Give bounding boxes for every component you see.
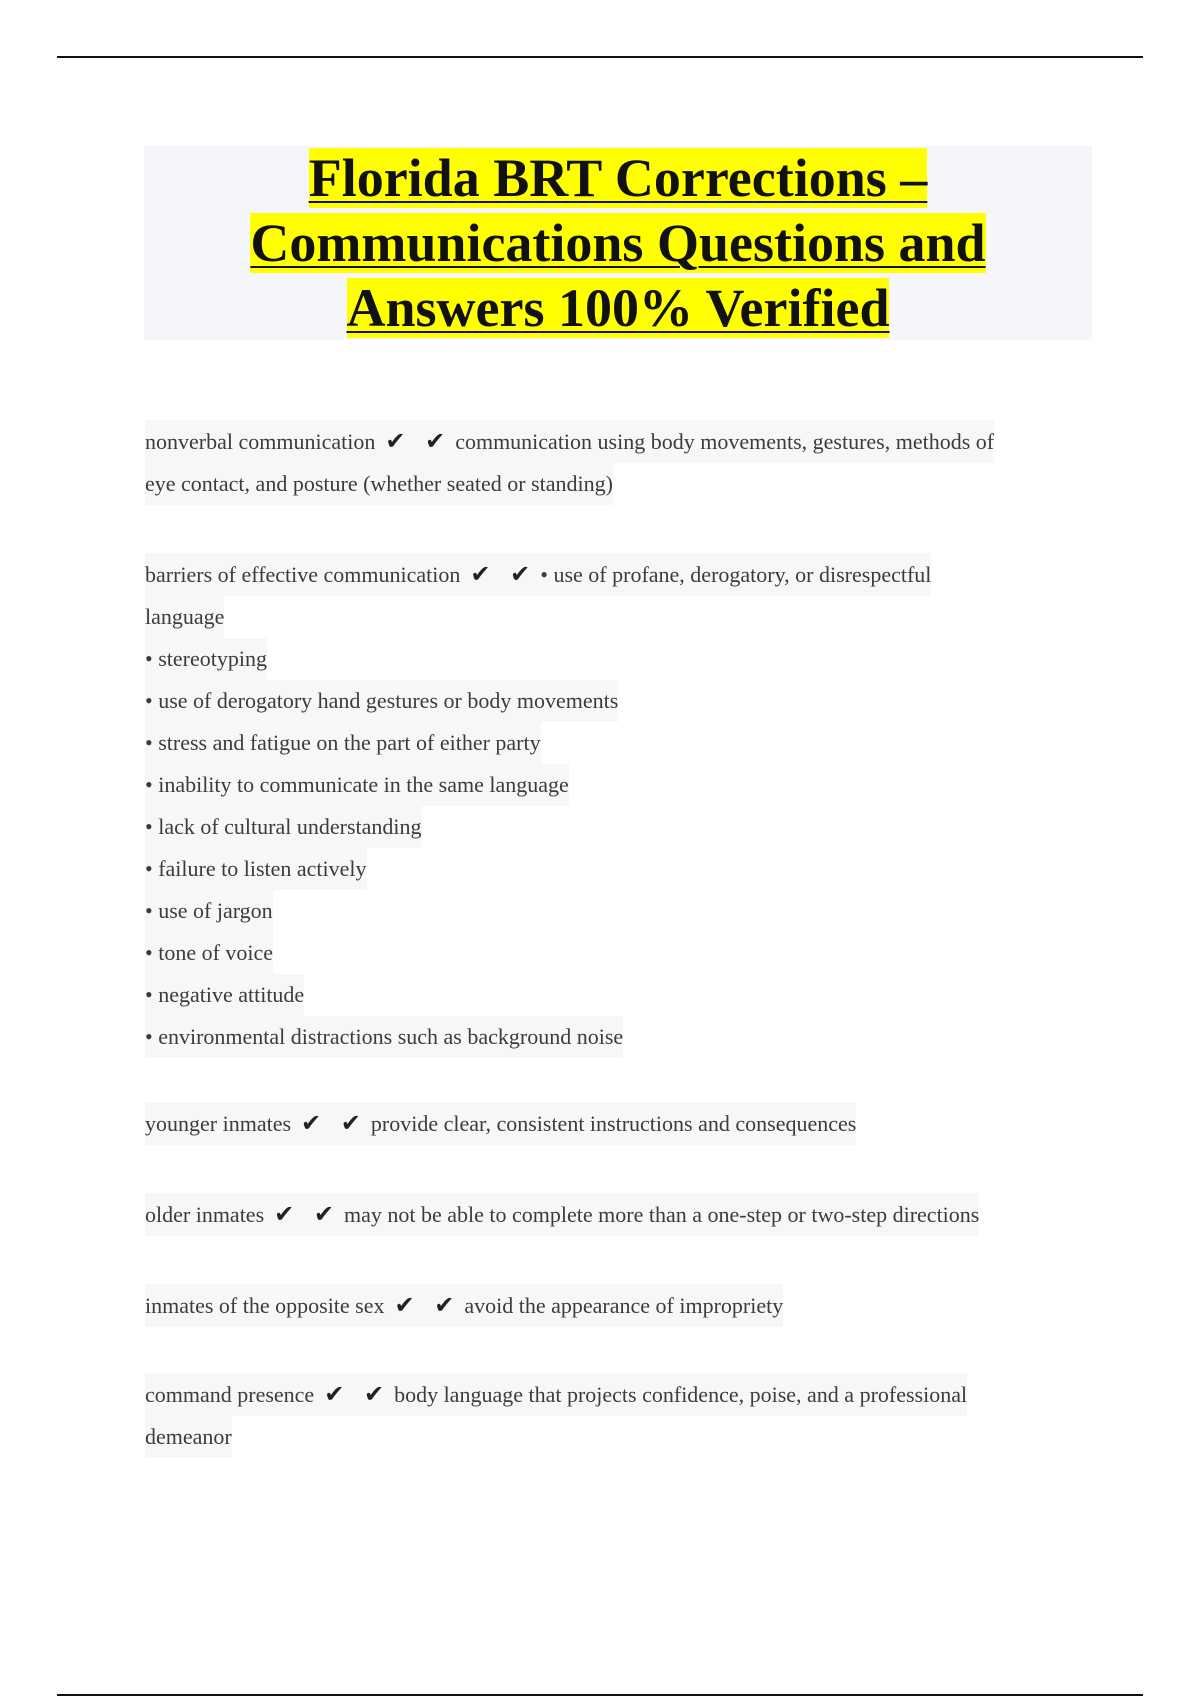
document-title — [144, 146, 1092, 340]
definition: body language that projects confidence, poise, and a professional — [394, 1382, 968, 1407]
list-item: • use of derogatory hand gestures or body movements — [145, 680, 931, 722]
list-item: • negative attitude — [145, 974, 931, 1016]
term: inmates of the opposite sex — [145, 1293, 385, 1318]
double-check-icon: ✔ ✔ — [470, 560, 537, 588]
title-line-1: Florida BRT Corrections – — [308, 148, 928, 208]
definition: provide clear, consistent instructions and consequences — [370, 1111, 857, 1136]
term: nonverbal communication — [145, 429, 376, 454]
qa-entry-younger-inmates — [145, 1102, 856, 1145]
term: younger inmates — [145, 1111, 292, 1136]
definition: avoid the appearance of impropriety — [464, 1293, 784, 1318]
title-line-3: Answers 100% Verified — [346, 278, 890, 338]
top-rule — [57, 56, 1143, 58]
definition-continued: eye contact, and posture (whether seated or standing) — [145, 463, 613, 505]
list-item: • stereotyping — [145, 638, 931, 680]
list-item: • use of jargon — [145, 890, 931, 932]
double-check-icon: ✔ ✔ — [324, 1380, 391, 1408]
double-check-icon: ✔ ✔ — [274, 1200, 340, 1228]
title-line-2: Communications Questions and — [250, 213, 986, 273]
definition: communication using body movements, gestures, methods of — [455, 429, 995, 454]
term: older inmates — [145, 1202, 265, 1227]
list-item: • failure to listen actively — [145, 848, 931, 890]
term: command presence — [145, 1382, 315, 1407]
definition-continued: demeanor — [145, 1416, 232, 1458]
list-item: • lack of cultural understanding — [145, 806, 931, 848]
qa-entry-nonverbal — [145, 420, 994, 505]
barriers-list — [145, 638, 931, 1058]
list-item: • environmental distractions such as background noise — [145, 1016, 931, 1058]
double-check-icon: ✔ ✔ — [301, 1109, 367, 1137]
list-item: • inability to communicate in the same language — [145, 764, 931, 806]
qa-entry-barriers — [145, 553, 931, 1058]
definition: may not be able to complete more than a one-step or two-step directions — [344, 1202, 980, 1227]
list-item: • stress and fatigue on the part of either party — [145, 722, 931, 764]
list-item: • tone of voice — [145, 932, 931, 974]
term: barriers of effective communication — [145, 562, 461, 587]
bottom-rule — [57, 1694, 1143, 1696]
qa-entry-older-inmates — [145, 1193, 979, 1236]
qa-entry-command-presence — [145, 1373, 967, 1458]
definition: • use of profane, derogatory, or disrespectful — [540, 562, 932, 587]
qa-entry-opposite-sex — [145, 1284, 783, 1327]
double-check-icon: ✔ ✔ — [385, 427, 452, 455]
double-check-icon: ✔ ✔ — [394, 1291, 461, 1319]
definition-continued: language — [145, 596, 224, 638]
